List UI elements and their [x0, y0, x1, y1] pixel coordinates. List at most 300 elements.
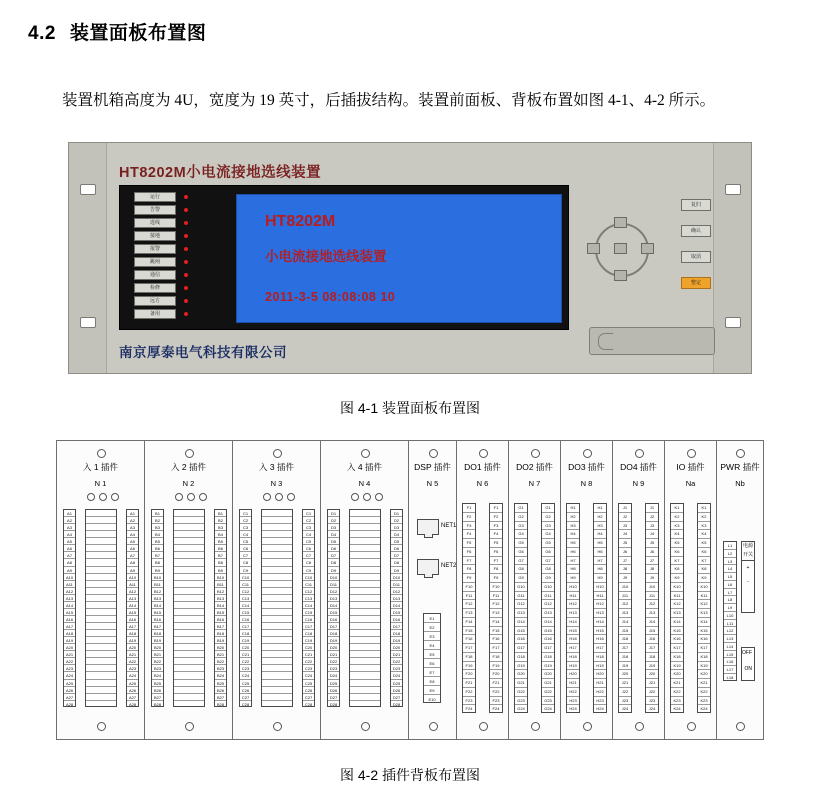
terminal-cell: B9: [215, 567, 226, 574]
terminal-cell: [350, 559, 380, 566]
terminal-cell: B2: [215, 517, 226, 524]
terminal-cell: H21: [594, 679, 606, 688]
key-left-button[interactable]: [587, 243, 600, 254]
terminal-cell: D19: [392, 638, 401, 644]
terminal-cell: G19: [515, 662, 527, 671]
terminal-cell: G14: [542, 618, 554, 627]
terminal-cell: J24: [648, 706, 656, 712]
terminal-cell: H21: [567, 679, 579, 688]
terminal-cell: C28: [304, 701, 313, 707]
terminal-cell: D25: [329, 680, 338, 686]
terminal-cell: D1: [328, 510, 339, 517]
terminal-cell: K12: [671, 600, 683, 609]
terminal-cell: F8: [490, 565, 502, 574]
terminal-cell: J19: [619, 662, 631, 671]
panel-screw: [97, 722, 106, 731]
terminal-cell: E8: [424, 677, 440, 686]
terminal-cell: [350, 574, 380, 581]
terminal-cell: H5: [594, 539, 606, 548]
terminal-cell: A21: [65, 652, 74, 658]
terminal-cell: [174, 658, 204, 665]
terminal-cell: K18: [671, 653, 683, 662]
slot-title: IO 插件: [676, 462, 705, 472]
terminal-cell: [86, 552, 116, 559]
terminal-cell: L1: [724, 542, 736, 550]
led-indicator-row: [124, 283, 232, 294]
terminal-cell: [262, 567, 292, 574]
terminal-cell: E3: [424, 632, 440, 641]
terminal-cell: [174, 623, 204, 630]
terminal-cell: [86, 644, 116, 651]
terminal-cell: L9: [724, 604, 736, 612]
terminal-cell: [350, 588, 380, 595]
terminal-cell: [262, 644, 292, 651]
terminal-block: [723, 541, 737, 681]
terminal-cell: K23: [698, 697, 710, 706]
key-down-button[interactable]: [614, 270, 627, 281]
terminal-cell: F9: [490, 574, 502, 583]
terminal-cell: [86, 574, 116, 581]
terminal-cell: F1: [490, 504, 502, 513]
panel-screw: [273, 449, 282, 458]
terminal-cell: J24: [621, 706, 629, 712]
terminal-cell: H2: [567, 513, 579, 522]
terminal-cell: G21: [542, 679, 554, 688]
terminal-cell: [174, 665, 204, 672]
terminal-cell: J3: [646, 522, 658, 531]
function-button[interactable]: 取消: [681, 251, 711, 263]
terminal-cell: F5: [463, 539, 475, 548]
terminal-block: [349, 509, 381, 707]
terminal-cell: C1: [240, 510, 251, 517]
terminal-cell: [86, 672, 116, 679]
terminal-cell: G13: [515, 609, 527, 618]
terminal-cell: D28: [392, 701, 401, 707]
terminal-cell: H12: [594, 600, 606, 609]
led-indicator-row: [124, 309, 232, 320]
terminal-cell: [174, 672, 204, 679]
power-toggle-switch[interactable]: [741, 647, 755, 681]
terminal-cell: [350, 545, 380, 552]
terminal-cell: H24: [569, 706, 577, 712]
terminal-cell: D18: [392, 631, 401, 637]
terminal-cell: A19: [65, 638, 74, 644]
terminal-cell: G21: [515, 679, 527, 688]
terminal-cell: B26: [216, 687, 225, 693]
terminal-cell: C12: [241, 588, 250, 594]
terminal-cell: F23: [490, 697, 502, 706]
key-right-button[interactable]: [641, 243, 654, 254]
terminal-cell: A8: [127, 559, 138, 566]
terminal-cell: H16: [594, 635, 606, 644]
terminal-block: [541, 503, 555, 713]
terminal-cell: J13: [646, 609, 658, 618]
terminal-cell: G11: [542, 592, 554, 601]
terminal-cell: D10: [329, 574, 338, 580]
slot-connector-id: N 3: [270, 479, 283, 488]
terminal-cell: G11: [515, 592, 527, 601]
terminal-cell: D12: [392, 588, 401, 594]
terminal-cell: H6: [594, 548, 606, 557]
terminal-cell: C18: [304, 631, 313, 637]
terminal-cell: [262, 552, 292, 559]
terminal-cell: D26: [329, 687, 338, 693]
terminal-cell: F7: [490, 557, 502, 566]
terminal-cell: [174, 616, 204, 623]
device-model-label: HT8202M小电流接地选线装置: [119, 165, 322, 181]
led-label: 备用: [134, 309, 176, 319]
terminal-cell: B6: [152, 545, 163, 552]
terminal-cell: K20: [698, 670, 710, 679]
terminal-cell: J11: [646, 592, 658, 601]
terminal-cell: F8: [463, 565, 475, 574]
ethernet-port[interactable]: [417, 519, 439, 535]
terminal-cell: E7: [424, 668, 440, 677]
terminal-cell: [350, 701, 380, 708]
terminal-cell: J13: [619, 609, 631, 618]
terminal-cell: J21: [619, 679, 631, 688]
terminal-cell: C17: [241, 624, 250, 629]
function-button-group[interactable]: [681, 199, 721, 289]
terminal-cell: [86, 658, 116, 665]
terminal-cell: [262, 687, 292, 694]
terminal-cell: [86, 602, 116, 609]
terminal-cell: K12: [698, 600, 710, 609]
key-enter-button[interactable]: [614, 243, 627, 254]
terminal-cell: C14: [241, 602, 250, 608]
terminal-cell: A1: [64, 510, 75, 517]
terminal-cell: G16: [542, 635, 554, 644]
slot-title: DO4 插件: [620, 462, 657, 472]
terminal-block: [697, 503, 711, 713]
panel-screw: [479, 449, 488, 458]
terminal-cell: [350, 651, 380, 658]
panel-screw: [97, 449, 106, 458]
led-label: 通信: [134, 270, 176, 280]
terminal-cell: B21: [216, 652, 225, 658]
terminal-cell: K8: [671, 565, 683, 574]
terminal-cell: G17: [515, 644, 527, 653]
terminal-cell: D7: [391, 552, 402, 559]
terminal-cell: K21: [671, 679, 683, 688]
terminal-cell: F10: [490, 583, 502, 592]
terminal-block: [126, 509, 139, 707]
terminal-cell: H8: [567, 565, 579, 574]
terminal-cell: A26: [128, 687, 137, 693]
terminal-block: [302, 509, 315, 707]
port-label: NET2: [441, 563, 457, 569]
terminal-cell: H4: [567, 530, 579, 539]
lcd-bezel: [119, 185, 569, 330]
terminal-cell: D7: [328, 552, 339, 559]
switch-position-label: OFF: [742, 650, 752, 656]
terminal-block: [261, 509, 293, 707]
terminal-cell: D8: [328, 559, 339, 566]
terminal-cell: F22: [463, 688, 475, 697]
terminal-cell: [350, 567, 380, 574]
terminal-cell: C23: [304, 666, 313, 672]
terminal-cell: C16: [304, 616, 313, 622]
terminal-cell: J4: [619, 530, 631, 539]
terminal-cell: B7: [152, 552, 163, 559]
terminal-cell: B7: [215, 552, 226, 559]
terminal-block: [63, 509, 76, 707]
terminal-cell: G5: [515, 539, 527, 548]
mount-hole: [725, 184, 741, 195]
terminal-cell: F6: [490, 548, 502, 557]
terminal-cell: B18: [153, 631, 162, 637]
terminal-cell: B5: [215, 538, 226, 545]
terminal-cell: K20: [671, 670, 683, 679]
terminal-cell: [262, 651, 292, 658]
vent-hole: [199, 493, 207, 501]
terminal-cell: [86, 588, 116, 595]
terminal-cell: C15: [241, 609, 250, 615]
terminal-cell: J14: [646, 618, 658, 627]
terminal-cell: J12: [646, 600, 658, 609]
terminal-cell: L17: [724, 666, 736, 674]
terminal-cell: A7: [127, 552, 138, 559]
panel-screw: [531, 449, 540, 458]
terminal-cell: [174, 602, 204, 609]
terminal-cell: C25: [241, 680, 250, 686]
terminal-cell: K15: [671, 627, 683, 636]
slot-title: PWR 插件: [720, 462, 760, 472]
terminal-block: [327, 509, 340, 707]
terminal-block: [214, 509, 227, 707]
terminal-cell: G15: [515, 627, 527, 636]
navigation-keypad[interactable]: [589, 221, 651, 283]
terminal-cell: F17: [463, 644, 475, 653]
terminal-cell: C9: [303, 567, 314, 574]
terminal-cell: L15: [724, 651, 736, 659]
terminal-cell: D25: [392, 680, 401, 686]
led-lamp-icon: [184, 312, 188, 316]
led-indicator-column: [124, 192, 232, 325]
terminal-cell: K10: [671, 583, 683, 592]
slot-title: DO1 插件: [464, 462, 501, 472]
terminal-cell: G18: [542, 653, 554, 662]
terminal-cell: C24: [241, 673, 250, 679]
terminal-cell: D11: [392, 581, 401, 587]
terminal-cell: H11: [594, 592, 606, 601]
terminal-cell: E1: [424, 614, 440, 623]
terminal-cell: J23: [619, 697, 631, 706]
section-title: 装置面板布置图: [69, 23, 207, 44]
backplane-slot: [321, 441, 409, 739]
terminal-cell: A9: [64, 567, 75, 574]
power-terminal-label: +: [746, 565, 750, 571]
terminal-cell: B18: [216, 631, 225, 637]
terminal-cell: A23: [128, 666, 137, 672]
terminal-cell: [174, 595, 204, 602]
slot-connector-id: N 9: [632, 479, 645, 488]
terminal-cell: B22: [216, 659, 225, 665]
terminal-cell: [350, 694, 380, 701]
terminal-cell: G3: [542, 522, 554, 531]
terminal-cell: C2: [303, 517, 314, 524]
terminal-cell: [350, 644, 380, 651]
terminal-cell: [350, 510, 380, 517]
terminal-cell: F19: [463, 662, 475, 671]
backplane-slot: [665, 441, 717, 739]
panel-handle: [589, 327, 715, 355]
terminal-block: [618, 503, 632, 713]
led-lamp-icon: [184, 286, 188, 290]
rack-ear-left: [69, 143, 107, 373]
terminal-block: [566, 503, 580, 713]
terminal-cell: C20: [304, 645, 313, 651]
terminal-cell: D21: [392, 652, 401, 658]
vent-hole: [287, 493, 295, 501]
terminal-cell: A27: [65, 694, 74, 700]
terminal-block: [489, 503, 503, 713]
terminal-cell: A3: [64, 524, 75, 531]
terminal-cell: [86, 595, 116, 602]
key-up-button[interactable]: [614, 217, 627, 228]
led-label: 检修: [134, 283, 176, 293]
terminal-cell: J7: [619, 557, 631, 566]
terminal-cell: B4: [152, 531, 163, 538]
terminal-block: [645, 503, 659, 713]
slot-title: 入 2 插件: [171, 462, 206, 472]
terminal-cell: [174, 644, 204, 651]
terminal-cell: C19: [241, 638, 250, 644]
terminal-cell: H9: [594, 574, 606, 583]
terminal-cell: K1: [671, 504, 683, 513]
terminal-block: [390, 509, 403, 707]
function-button[interactable]: 整定: [681, 277, 711, 289]
terminal-cell: [174, 545, 204, 552]
backplane-slot: [233, 441, 321, 739]
terminal-cell: B9: [152, 567, 163, 574]
terminal-cell: D19: [329, 638, 338, 644]
ethernet-port[interactable]: [417, 559, 439, 575]
terminal-cell: L11: [724, 620, 736, 628]
terminal-cell: J6: [619, 548, 631, 557]
terminal-cell: [174, 637, 204, 644]
terminal-cell: [86, 510, 116, 517]
terminal-cell: G13: [542, 609, 554, 618]
panel-screw: [531, 722, 540, 731]
terminal-cell: K7: [698, 557, 710, 566]
vent-hole: [375, 493, 383, 501]
power-terminal-label: -: [747, 579, 749, 585]
terminal-cell: D1: [391, 510, 402, 517]
terminal-cell: C19: [304, 638, 313, 644]
terminal-cell: K8: [698, 565, 710, 574]
terminal-cell: A17: [65, 624, 74, 629]
terminal-cell: [350, 524, 380, 531]
terminal-cell: A14: [65, 602, 74, 608]
terminal-cell: D4: [391, 531, 402, 538]
terminal-cell: B1: [152, 510, 163, 517]
terminal-cell: C26: [304, 687, 313, 693]
terminal-cell: J6: [646, 548, 658, 557]
terminal-cell: D27: [392, 694, 401, 700]
terminal-cell: [174, 680, 204, 687]
terminal-cell: D17: [392, 624, 401, 629]
terminal-cell: B23: [153, 666, 162, 672]
terminal-cell: [86, 630, 116, 637]
terminal-cell: B25: [153, 680, 162, 686]
terminal-cell: [174, 524, 204, 531]
panel-screw: [635, 449, 644, 458]
terminal-cell: [350, 623, 380, 630]
terminal-cell: A15: [128, 609, 137, 615]
terminal-cell: D3: [328, 524, 339, 531]
terminal-cell: G5: [542, 539, 554, 548]
function-button[interactable]: 复归: [681, 199, 711, 211]
terminal-cell: C11: [304, 581, 313, 587]
terminal-cell: H23: [567, 697, 579, 706]
terminal-cell: F21: [463, 679, 475, 688]
terminal-cell: K2: [671, 513, 683, 522]
panel-screw: [583, 722, 592, 731]
terminal-cell: D6: [328, 545, 339, 552]
terminal-cell: K3: [698, 522, 710, 531]
terminal-cell: K15: [698, 627, 710, 636]
terminal-cell: E9: [424, 686, 440, 695]
terminal-cell: [262, 545, 292, 552]
terminal-cell: [262, 672, 292, 679]
function-button[interactable]: 确认: [681, 225, 711, 237]
terminal-cell: D26: [392, 687, 401, 693]
terminal-cell: F9: [463, 574, 475, 583]
terminal-cell: G9: [515, 574, 527, 583]
terminal-cell: K19: [698, 662, 710, 671]
terminal-cell: J9: [619, 574, 631, 583]
terminal-cell: C4: [303, 531, 314, 538]
terminal-cell: K13: [698, 609, 710, 618]
terminal-cell: [174, 567, 204, 574]
terminal-cell: K14: [671, 618, 683, 627]
terminal-cell: B27: [216, 694, 225, 700]
backplane-slot: [717, 441, 763, 739]
terminal-cell: C5: [303, 538, 314, 545]
terminal-cell: [262, 602, 292, 609]
terminal-cell: H24: [596, 706, 604, 712]
terminal-cell: C10: [241, 574, 250, 580]
terminal-cell: [262, 574, 292, 581]
terminal-block: [514, 503, 528, 713]
terminal-cell: C6: [303, 545, 314, 552]
terminal-cell: L18: [726, 675, 734, 681]
terminal-cell: A20: [128, 645, 137, 651]
terminal-cell: G16: [515, 635, 527, 644]
terminal-cell: [86, 694, 116, 701]
terminal-cell: A4: [64, 531, 75, 538]
terminal-cell: G4: [542, 530, 554, 539]
terminal-cell: A25: [128, 680, 137, 686]
terminal-cell: [174, 538, 204, 545]
terminal-cell: B23: [216, 666, 225, 672]
terminal-cell: B28: [153, 701, 162, 707]
terminal-cell: J1: [646, 504, 658, 513]
terminal-cell: C8: [303, 559, 314, 566]
vent-hole: [351, 493, 359, 501]
terminal-cell: D4: [328, 531, 339, 538]
led-lamp-icon: [184, 195, 188, 199]
terminal-cell: B12: [153, 588, 162, 594]
lcd-line-name: 小电流接地选线装置: [265, 249, 387, 264]
terminal-cell: A10: [128, 574, 137, 580]
terminal-cell: D15: [329, 609, 338, 615]
vent-hole: [275, 493, 283, 501]
terminal-cell: A5: [64, 538, 75, 545]
terminal-cell: B6: [215, 545, 226, 552]
terminal-cell: A12: [128, 588, 137, 594]
